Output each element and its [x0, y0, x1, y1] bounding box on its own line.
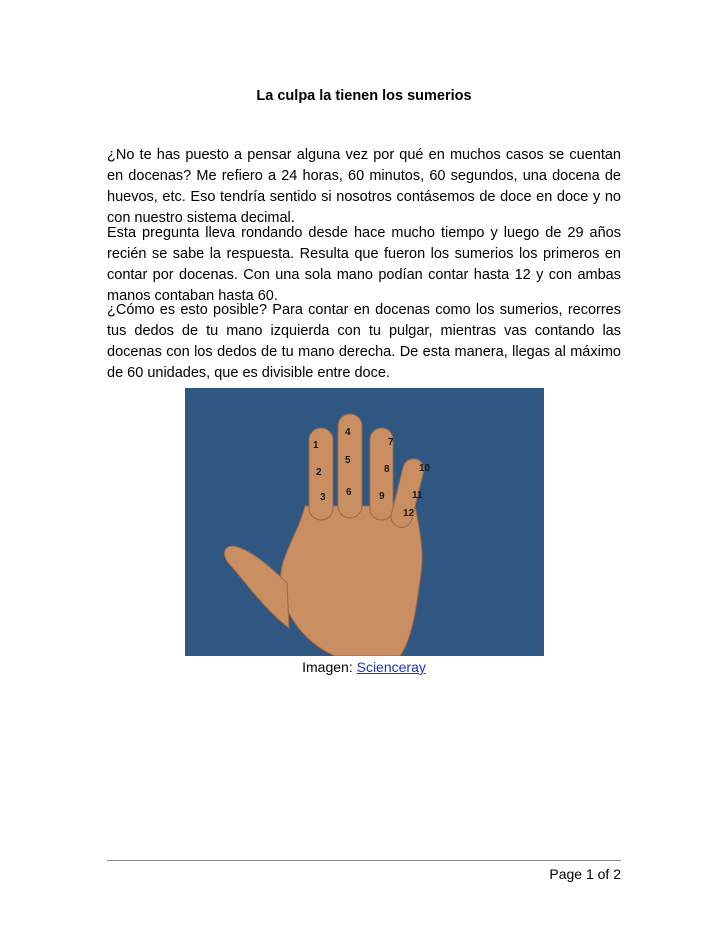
finger-label-2: 2: [316, 467, 322, 478]
footer-divider: [107, 860, 621, 861]
finger-label-12: 12: [403, 508, 415, 519]
caption-prefix: Imagen:: [302, 659, 357, 675]
paragraph-1: ¿No te has puesto a pensar alguna vez por qué en muchos casos se cuentan en docenas? Me refiero a 24 horas, 60 minutos, 60 segundos, una docena de huevos, etc. Eso tendría sentido si nosotros contásemos de doce en doce y no con nuestro sistema decimal.: [107, 147, 621, 226]
finger-label-1: 1: [313, 440, 319, 451]
finger-label-9: 9: [379, 491, 385, 502]
hand-counting-image: [185, 388, 544, 656]
finger-label-11: 11: [412, 490, 423, 501]
image-caption: [0, 659, 728, 675]
caption-source-link[interactable]: Scienceray: [356, 659, 426, 675]
paragraph-3: ¿Cómo es esto posible? Para contar en docenas como los sumerios, recorres tus dedos de tu mano izquierda con tu pulgar, mientras vas contando las docenas con los dedos de tu mano derecha. De esta manera, llegas al máximo de 60 unidades, que es divisible entre doce.: [107, 302, 621, 381]
document-title: La culpa la tienen los sumerios: [256, 88, 472, 104]
finger-label-7: 7: [388, 437, 394, 448]
finger-label-6: 6: [346, 487, 352, 498]
paragraph-2: Esta pregunta lleva rondando desde hace mucho tiempo y luego de 29 años recién se sabe la respuesta. Resulta que fueron los sumerios los primeros en contar por docenas. Con una sola mano podían contar hasta 12 y con ambas manos contaban hasta 60.: [107, 225, 621, 304]
finger-label-8: 8: [384, 464, 390, 475]
finger-label-4: 4: [345, 427, 351, 438]
finger-label-10: 10: [419, 463, 431, 474]
page-number: Page 1 of 2: [549, 866, 621, 882]
finger-label-5: 5: [345, 455, 351, 466]
finger-label-3: 3: [320, 492, 326, 503]
